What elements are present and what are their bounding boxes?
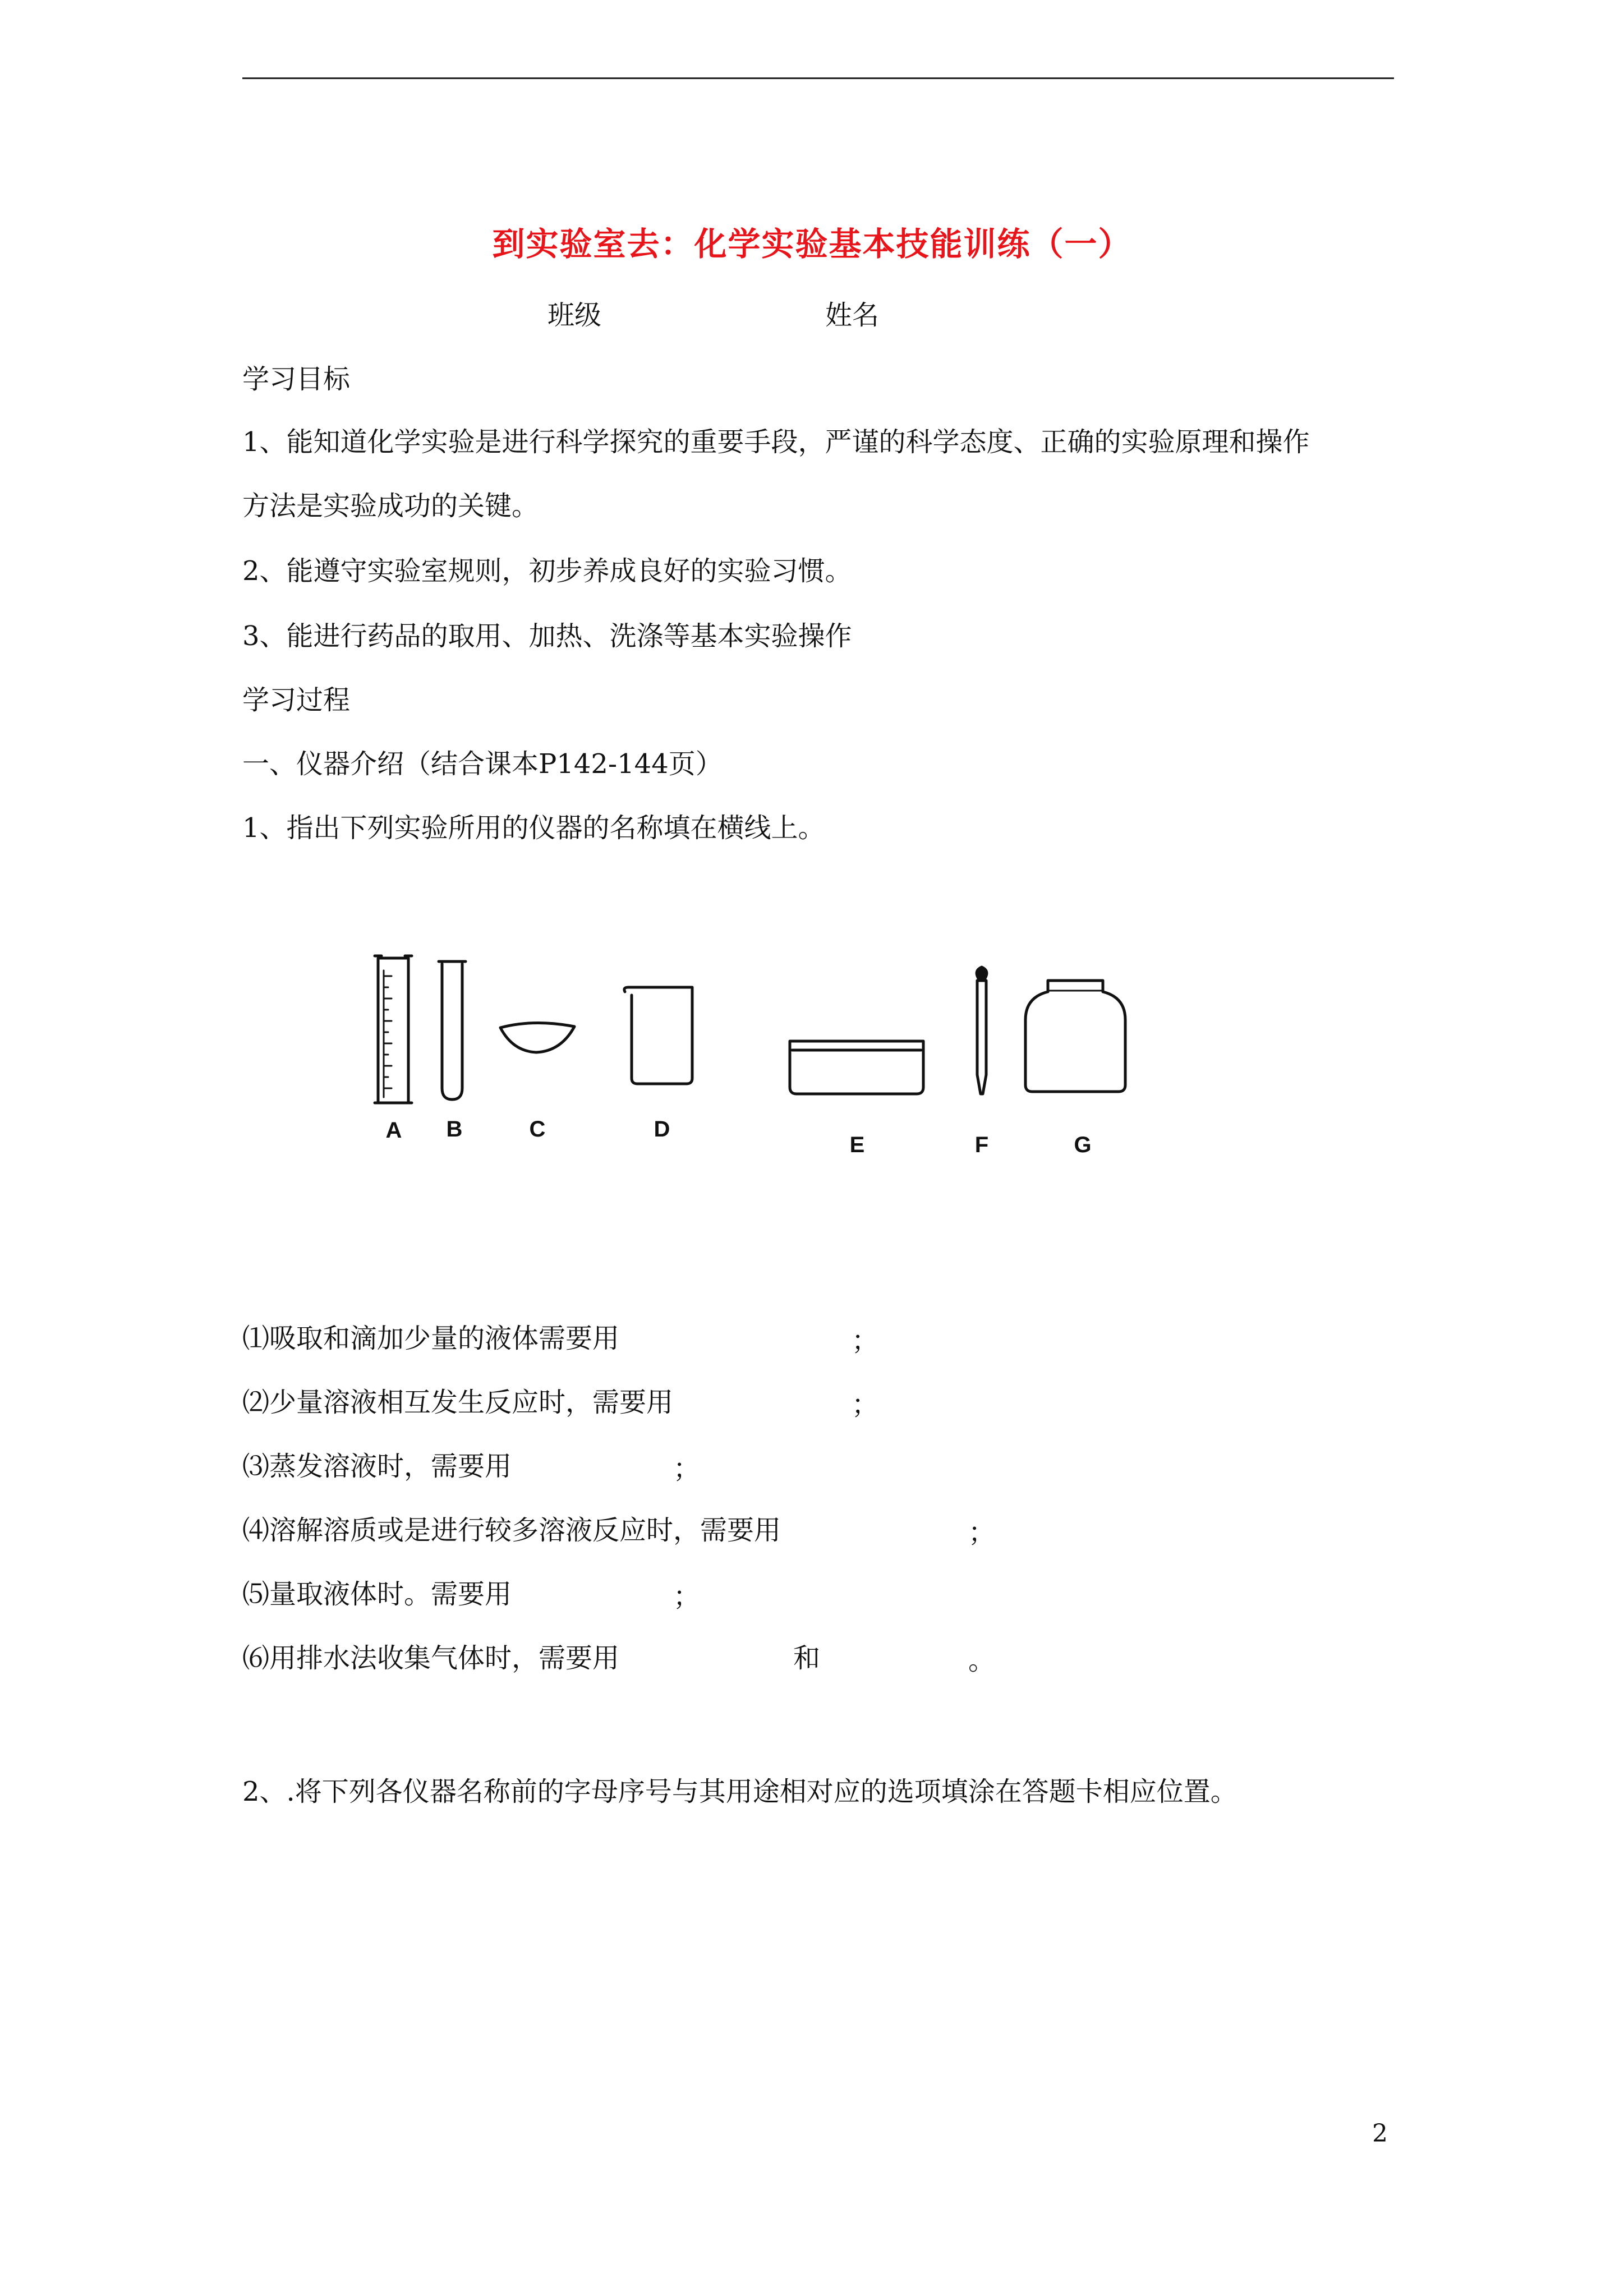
sub-question-3-end: ； [673,1453,701,1484]
figure-label-g: G [1074,1133,1092,1157]
gas-bottle-icon [1025,981,1125,1092]
sub-question-3: ⑶蒸发溶液时，需要用 [242,1451,512,1482]
test-tube-icon [439,961,466,1099]
question-1-prompt: 1、指出下列实验所用的仪器的名称填在横线上。 [242,812,825,844]
sub-question-2-end: ； [852,1389,879,1420]
sub-question-4: ⑷溶解溶质或是进行较多溶液反应时，需要用 [242,1515,781,1546]
page-title: 到实验室去：化学实验基本技能训练（一） [492,225,1132,263]
sub-question-6-end: 。 [968,1645,996,1676]
sub-question-6-and: 和 [793,1642,821,1674]
evaporating-dish-icon [500,1023,574,1052]
beaker-icon [624,987,692,1084]
process-heading: 学习过程 [242,684,351,716]
figure-label-b: B [446,1117,463,1142]
objective-3: 3、能进行药品的取用、加热、洗涤等基本实验操作 [242,620,852,652]
dropper-icon [977,967,987,1094]
sub-question-4-end: ； [968,1517,996,1548]
water-trough-icon [790,1041,923,1094]
graduated-cylinder-icon [375,956,412,1103]
name-label: 姓名 [825,300,880,331]
sub-question-5: ⑸量取液体时。需要用 [242,1579,512,1610]
sub-question-6: ⑹用排水法收集气体时，需要用 [242,1642,620,1674]
class-label: 班级 [548,300,602,331]
objective-2: 2、能遵守实验室规则，初步养成良好的实验习惯。 [242,555,852,587]
figure-label-c: C [529,1117,546,1142]
sub-question-2: ⑵少量溶液相互发生反应时，需要用 [242,1387,674,1418]
header-rule [242,77,1394,79]
objectives-heading: 学习目标 [242,364,351,395]
figure-label-e: E [849,1133,865,1157]
section-1-heading: 一、仪器介绍（结合课本P142-144页） [242,748,723,780]
figure-label-d: D [654,1117,670,1142]
figure-label-a: A [385,1118,402,1143]
sub-question-5-end: ； [673,1581,701,1612]
page-number: 2 [1372,2119,1388,2148]
instrument-figure [359,931,1156,1178]
objective-1-line-2: 方法是实验成功的关键。 [242,490,539,522]
sub-question-1-end: ； [852,1325,879,1356]
objective-1-line-1: 1、能知道化学实验是进行科学探究的重要手段，严谨的科学态度、正确的实验原理和操作 [242,426,1310,458]
sub-question-1: ⑴吸取和滴加少量的液体需要用 [242,1323,620,1354]
figure-label-f: F [974,1133,989,1157]
question-2-prompt: 2、.将下列各仪器名称前的字母序号与其用途相对应的选项填涂在答题卡相应位置。 [242,1776,1237,1807]
